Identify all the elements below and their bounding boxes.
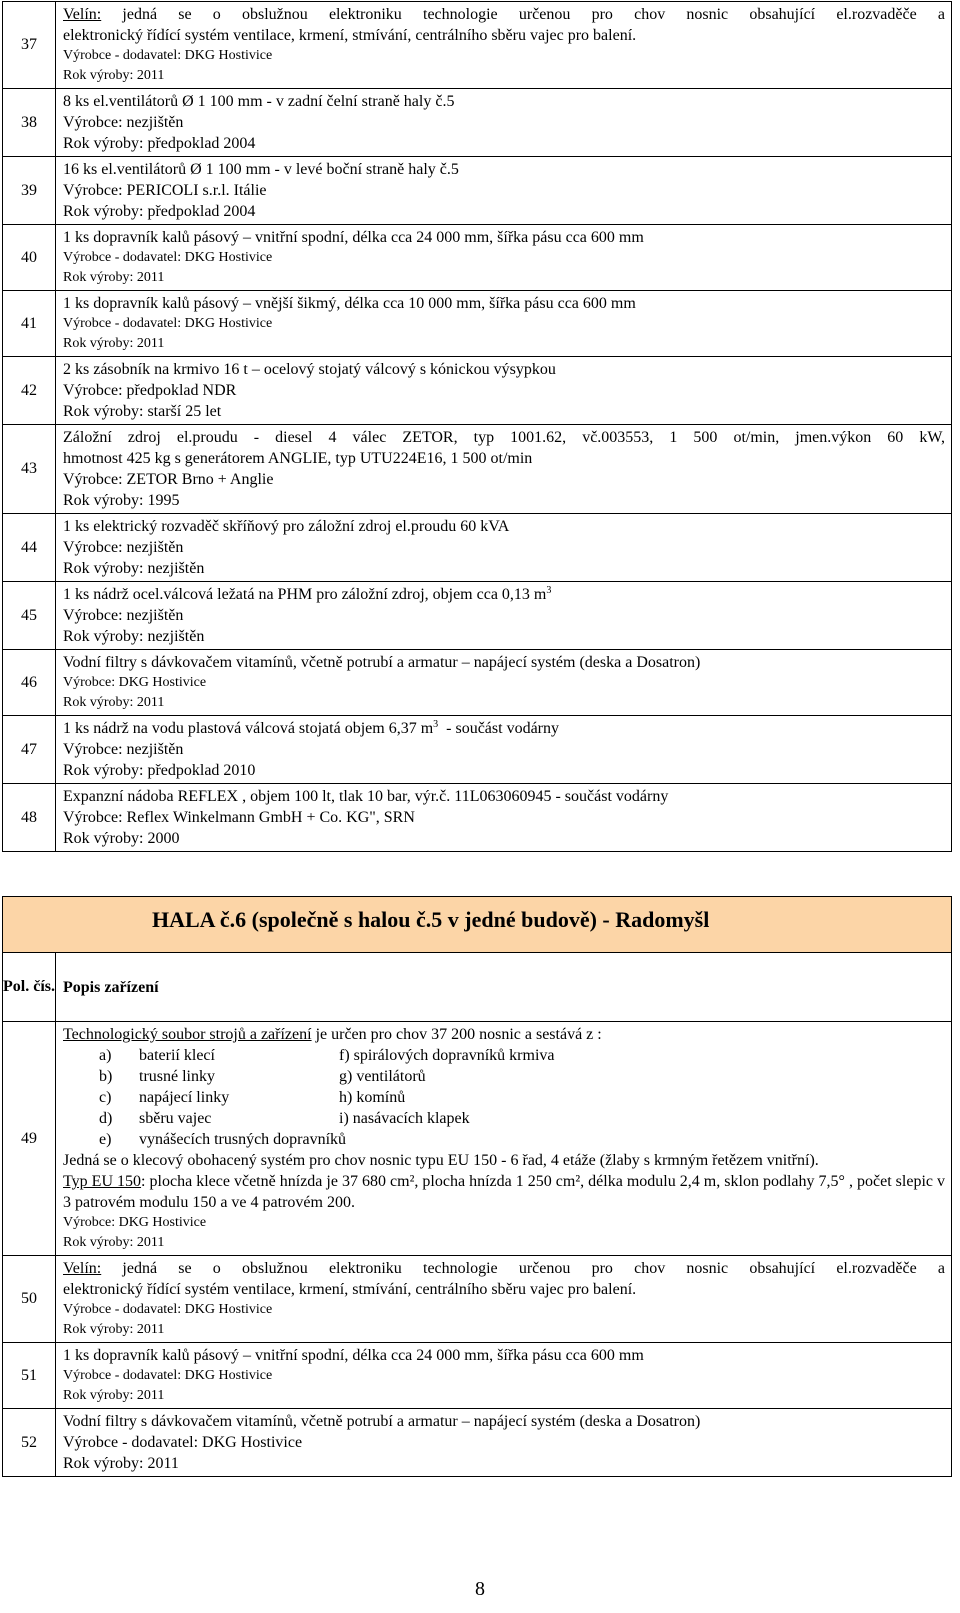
list-item: sběru vajec <box>139 1110 212 1127</box>
row-number: 38 <box>3 89 56 157</box>
description-line <box>63 4 945 25</box>
description-line <box>63 448 945 469</box>
line-text: Výrobce: nezjištěn <box>63 114 184 131</box>
list-item: g) ventilátorů <box>339 1068 426 1085</box>
description-line <box>63 558 945 579</box>
description-line <box>63 1366 945 1386</box>
line-text: Výrobce - dodavatel: DKG Hostivice <box>63 1302 273 1317</box>
line-text: Rok výroby: 2011 <box>63 695 165 710</box>
equipment-table-hall-5 <box>2 1 952 852</box>
row-description <box>56 1022 952 1256</box>
line-text: Záložní zdroj el.proudu - diesel 4 válec ZETOR, typ 1001.62, vč.003553, 1 500 ot/min, jmen.výkon 60 kW, <box>63 429 945 446</box>
line-text: Vodní filtry s dávkovačem vitamínů, včetně potrubí a armatur – napájecí systém (deska a Dosatron) <box>63 654 701 671</box>
line-text: 2 ks zásobník na krmivo 16 t – ocelový stojatý válcový s kónickou výsypkou <box>63 361 556 378</box>
description-line <box>63 652 945 673</box>
line-text: Výrobce: nezjištěn <box>63 607 184 624</box>
superscript: 3 <box>546 585 552 596</box>
line-text: 1 ks dopravník kalů pásový – vnější šikmý, délka cca 10 000 mm, šířka pásu cca 600 mm <box>63 295 636 312</box>
row-description <box>56 89 952 157</box>
description-line <box>63 1258 945 1279</box>
description-line <box>63 1411 945 1432</box>
description-line <box>63 693 945 713</box>
table-row <box>3 1409 952 1477</box>
row-description <box>56 716 952 784</box>
list-item: h) komínů <box>339 1089 406 1106</box>
description-line <box>63 807 945 828</box>
superscript: 3 <box>433 719 439 730</box>
line-text: Rok výroby: předpoklad 2004 <box>63 135 256 152</box>
description-line <box>63 268 945 288</box>
line-text: Rok výroby: nezjištěn <box>63 628 205 645</box>
description-line <box>63 248 945 268</box>
description-line <box>63 786 945 807</box>
description-line <box>63 334 945 354</box>
line-suffix: - součást vodárny <box>438 720 559 737</box>
line-text: 8 ks el.ventilátorů Ø 1 100 mm - v zadní čelní straně haly č.5 <box>63 93 455 110</box>
type-details: : plocha klece včetně hnízda je 37 680 cm², plocha hnízda 1 250 cm², délka modulu 2,4 m, sklon podlahy 7,5° , počet slepic v 3 patrovém modulu 150 a ve 4 patrovém 200. <box>63 1173 946 1211</box>
description-line <box>63 626 945 647</box>
row-description <box>56 157 952 225</box>
description-line <box>63 828 945 849</box>
description-line <box>63 180 945 201</box>
underlined-label: Velín: <box>63 1260 102 1277</box>
table-row <box>3 1022 952 1256</box>
line-text: Výrobce - dodavatel: DKG Hostivice <box>63 1434 303 1451</box>
row-description <box>56 650 952 716</box>
line-text: Výrobce: DKG Hostivice <box>63 675 207 690</box>
table-row <box>3 2 952 89</box>
table-row <box>3 291 952 357</box>
line-text: Rok výroby: 1995 <box>63 492 180 509</box>
description-line <box>63 112 945 133</box>
line-text: 1 ks dopravník kalů pásový – vnitřní spodní, délka cca 24 000 mm, šířka pásu cca 600 mm <box>63 1347 644 1364</box>
description-line <box>63 1320 945 1340</box>
list-marker: b) <box>99 1068 113 1085</box>
row-number: 39 <box>3 157 56 225</box>
equipment-table-hall-6 <box>2 952 952 1477</box>
line-text: Vodní filtry s dávkovačem vitamínů, včetně potrubí a armatur – napájecí systém (deska a Dosatron) <box>63 1413 701 1430</box>
list-item: trusné linky <box>139 1068 215 1085</box>
line-text: Rok výroby: 2011 <box>63 336 165 351</box>
line-text: Výrobce: ZETOR Brno + Anglie <box>63 471 274 488</box>
description-line <box>63 1432 945 1453</box>
row-description <box>56 582 952 650</box>
column-header-position: Pol. čís. <box>3 953 56 1022</box>
line-text: Výrobce: PERICOLI s.r.l. Itálie <box>63 182 267 199</box>
table-row <box>3 514 952 582</box>
row-description <box>56 2 952 89</box>
line-text: elektronický řídící systém ventilace, krmení, stmívání, centrálního sběru vajec pro balení. <box>63 1281 637 1298</box>
row-description <box>56 784 952 852</box>
row-description <box>56 1409 952 1477</box>
row-description <box>56 1343 952 1409</box>
row-description <box>56 225 952 291</box>
description-line <box>63 469 945 490</box>
list-item: i) nasávacích klapek <box>339 1110 470 1127</box>
table-row <box>3 357 952 425</box>
line-text: Rok výroby: 2011 <box>63 270 165 285</box>
row-description <box>56 425 952 514</box>
line-text: Rok výroby: starší 25 let <box>63 403 222 420</box>
row-description <box>56 291 952 357</box>
line-text: Rok výroby: 2011 <box>63 68 165 83</box>
intro-rest: je určen pro chov 37 200 nosnic a sestává z : <box>311 1026 602 1043</box>
list-marker: c) <box>99 1089 112 1106</box>
line-text: Výrobce - dodavatel: DKG Hostivice <box>63 250 273 265</box>
description-line <box>63 1279 945 1300</box>
line-text: Výrobce - dodavatel: DKG Hostivice <box>63 316 273 331</box>
list-item: baterií klecí <box>139 1047 215 1064</box>
table-row <box>3 89 952 157</box>
row-number: 41 <box>3 291 56 357</box>
description-line <box>63 314 945 334</box>
table-row <box>3 425 952 514</box>
table-row <box>3 157 952 225</box>
line-text: Rok výroby: 2000 <box>63 830 180 847</box>
row-description <box>56 1256 952 1343</box>
year-of-manufacture: Rok výroby: 2011 <box>63 1235 165 1250</box>
description-line <box>63 718 945 739</box>
description-line <box>63 25 945 46</box>
description-line <box>63 380 945 401</box>
description-line <box>63 201 945 222</box>
table-row <box>3 650 952 716</box>
description-line <box>63 1453 945 1474</box>
row-number: 52 <box>3 1409 56 1477</box>
list-item: f) spirálových dopravníků krmiva <box>339 1047 555 1064</box>
row-number: 50 <box>3 1256 56 1343</box>
description-line <box>63 584 945 605</box>
table-row <box>3 784 952 852</box>
row-number: 44 <box>3 514 56 582</box>
line-text: 16 ks el.ventilátorů Ø 1 100 mm - v levé boční straně haly č.5 <box>63 161 459 178</box>
row-number: 42 <box>3 357 56 425</box>
description-line <box>63 159 945 180</box>
line-text: Rok výroby: 2011 <box>63 1388 165 1403</box>
description-line <box>63 673 945 693</box>
hall-title: HALA č.6 (společně s halou č.5 v jedné budově) - Radomyšl <box>152 907 710 932</box>
table-row <box>3 582 952 650</box>
line-text: Expanzní nádoba REFLEX , objem 100 lt, tlak 10 bar, výr.č. 11L063060945 - součást vodárny <box>63 788 669 805</box>
description-line <box>63 516 945 537</box>
row-number: 43 <box>3 425 56 514</box>
description-line <box>63 427 945 448</box>
description-line <box>63 91 945 112</box>
row-number: 40 <box>3 225 56 291</box>
type-name: Typ EU 150 <box>63 1173 142 1190</box>
line-text: Výrobce - dodavatel: DKG Hostivice <box>63 48 273 63</box>
description-line <box>63 359 945 380</box>
list-marker: e) <box>99 1131 112 1148</box>
line-text: Výrobce: nezjištěn <box>63 741 184 758</box>
table-row <box>3 1343 952 1409</box>
row-number: 47 <box>3 716 56 784</box>
line-text: Výrobce: nezjištěn <box>63 539 184 556</box>
manufacturer: Výrobce: DKG Hostivice <box>63 1215 207 1230</box>
description-line <box>63 133 945 154</box>
row-number: 49 <box>3 1022 56 1256</box>
list-item: vynášecích trusných dopravníků <box>139 1131 347 1148</box>
description-line <box>63 227 945 248</box>
description-line <box>63 1300 945 1320</box>
description-line <box>63 1386 945 1406</box>
page-number: 8 <box>475 1578 485 1600</box>
intro-underlined: Technologický soubor strojů a zařízení <box>63 1026 312 1043</box>
line-text: elektronický řídící systém ventilace, krmení, stmívání, centrálního sběru vajec pro balení. <box>63 27 637 44</box>
line-text: Rok výroby: předpoklad 2004 <box>63 203 256 220</box>
column-header-description: Popis zařízení <box>56 953 952 1022</box>
table-header-row <box>3 953 952 1022</box>
row-description <box>56 514 952 582</box>
description-line <box>63 605 945 626</box>
description-line <box>63 490 945 511</box>
description-line <box>63 66 945 86</box>
table-row <box>3 225 952 291</box>
line-text: 1 ks nádrž ocel.válcová ležatá na PHM pro záložní zdroj, objem cca 0,13 m <box>63 586 547 603</box>
line-text: Výrobce: Reflex Winkelmann GmbH + Co. KG", SRN <box>63 809 415 826</box>
description-line <box>63 537 945 558</box>
table-row <box>3 716 952 784</box>
row-number: 51 <box>3 1343 56 1409</box>
list-marker: d) <box>99 1110 113 1127</box>
list-item <box>339 1129 649 1150</box>
row-number: 45 <box>3 582 56 650</box>
list-item: napájecí linky <box>139 1089 230 1106</box>
line-text: Rok výroby: předpoklad 2010 <box>63 762 256 779</box>
description-line <box>63 293 945 314</box>
description-line <box>63 739 945 760</box>
underlined-label: Velín: <box>63 6 102 23</box>
line-text: Rok výroby: 2011 <box>63 1455 179 1472</box>
system-description: Jedná se o klecový obohacený systém pro chov nosnic typu EU 150 - 6 řad, 4 etáže (žlaby s krmným řetězem vnitřní). <box>63 1152 819 1169</box>
description-line <box>63 1345 945 1366</box>
line-text: Výrobce: předpoklad NDR <box>63 382 237 399</box>
line-text: jedná se o obslužnou elektroniku technologie určenou pro chov nosnic obsahující el.rozvaděče a <box>101 1260 945 1277</box>
line-text: hmotnost 425 kg s generátorem ANGLIE, typ UTU224E16, 1 500 ot/min <box>63 450 533 467</box>
row-number: 37 <box>3 2 56 89</box>
line-text: Výrobce - dodavatel: DKG Hostivice <box>63 1368 273 1383</box>
intro-line <box>63 1024 945 1045</box>
component-list <box>63 1045 945 1150</box>
line-text: Rok výroby: nezjištěn <box>63 560 205 577</box>
row-number: 46 <box>3 650 56 716</box>
line-text: 1 ks elektrický rozvaděč skříňový pro záložní zdroj el.proudu 60 kVA <box>63 518 510 535</box>
line-text: jedná se o obslužnou elektroniku technologie určenou pro chov nosnic obsahující el.rozvaděče a <box>101 6 945 23</box>
description-line <box>63 401 945 422</box>
row-number: 48 <box>3 784 56 852</box>
line-text: Rok výroby: 2011 <box>63 1322 165 1337</box>
table-row <box>3 1256 952 1343</box>
type-description <box>63 1171 945 1213</box>
line-text: 1 ks nádrž na vodu plastová válcová stojatá objem 6,37 m <box>63 720 434 737</box>
description-line <box>63 760 945 781</box>
list-marker: a) <box>99 1047 112 1064</box>
row-description <box>56 357 952 425</box>
line-text: 1 ks dopravník kalů pásový – vnitřní spodní, délka cca 24 000 mm, šířka pásu cca 600 mm <box>63 229 644 246</box>
description-line <box>63 46 945 66</box>
